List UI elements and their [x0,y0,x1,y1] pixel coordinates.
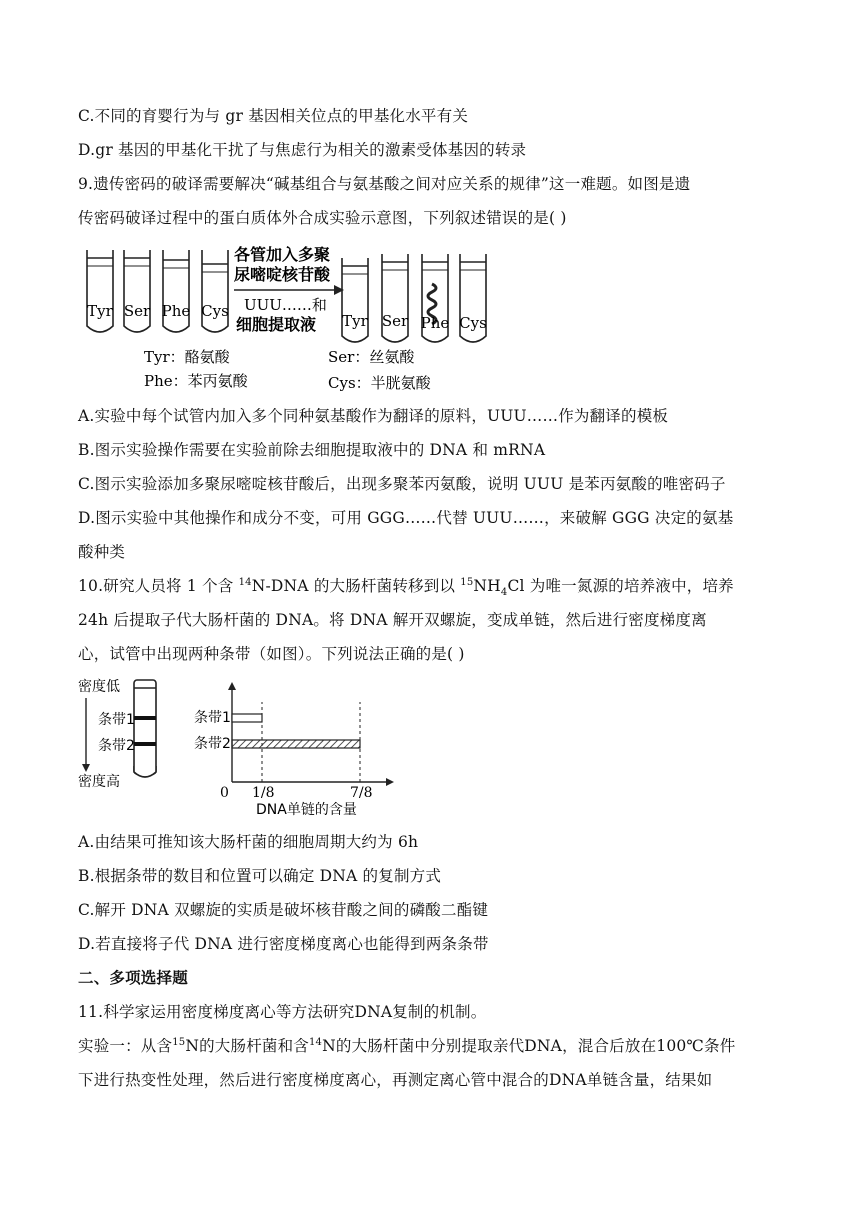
q9-option-d-line2: 酸种类 [78,543,126,561]
q9-figure [84,238,496,396]
tube-right-4-label: Cys [459,314,487,332]
q9-figure-svg [84,238,496,396]
legend-cys: Cys：半胱氨酸 [328,374,431,392]
q10-option-a: A.由结果可推知该大肠杆菌的细胞周期大约为 6h [78,833,419,851]
q9-option-a: A.实验中每个试管内加入多个同种氨基酸作为翻译的原料，UUU……作为翻译的模板 [78,407,669,425]
chart-band1-label: 条带1 [194,710,231,726]
q11-experiment-line2: 下进行热变性处理，然后进行密度梯度离心，再测定离心管中混合的DNA单链含量，结果如 [78,1071,713,1089]
q9-stem-line2: 传密码破译过程中的蛋白质体外合成实验示意图，下列叙述错误的是( ) [78,209,567,227]
q10-option-c: C.解开 DNA 双螺旋的实质是破坏核苷酸之间的磷酸二酯键 [78,901,489,919]
q10-figure-svg [76,676,396,818]
tube-right-2-label: Ser [381,312,409,330]
q10-option-b: B.根据条带的数目和位置可以确定 DNA 的复制方式 [78,867,442,885]
x-tick-1-8: 1/8 [252,785,275,801]
q10-figure [76,676,396,818]
x-origin-label: 0 [220,785,229,801]
centrifuge-tube [134,680,156,774]
q9-option-c: C.图示实验添加多聚尿嘧啶核苷酸后，出现多聚苯丙氨酸，说明 UUU 是苯丙氨酸的唯密码子 [78,475,726,493]
density-low-label: 密度低 [78,679,120,695]
legend-tyr: Tyr：酪氨酸 [144,348,230,366]
q11-stem: 11.科学家运用密度梯度离心等方法研究DNA复制的机制。 [78,1003,487,1021]
chart-band2-label: 条带2 [194,736,231,752]
tube-left-4-label: Cys [201,302,229,320]
density-high-label: 密度高 [78,774,120,790]
bar-band-2 [232,740,360,748]
q8-option-d: D.gr 基因的甲基化干扰了与焦虑行为相关的激素受体基因的转录 [78,141,527,159]
tube-right-3-label: Phe [420,314,450,332]
q9-stem-line1: 9.遗传密码的破译需要解决“碱基组合与氨基酸之间对应关系的规律”这一难题。如图是遗 [78,175,691,193]
tube-band-1 [134,716,156,720]
arrow-text-4: 细胞提取液 [236,315,317,334]
q11-experiment-line1: 实验一：从含$^{15}$N的大肠杆菌和含$^{14}$N的大肠杆菌中分别提取亲代DNA，混合后放在100℃条件 [78,1036,736,1055]
tube-left-3-label: Phe [161,302,191,320]
q10-option-d: D.若直接将子代 DNA 进行密度梯度离心也能得到两条条带 [78,935,489,953]
q8-option-c: C.不同的育婴行为与 gr 基因相关位点的甲基化水平有关 [78,107,469,125]
arrow-text-1: 各管加入多聚 [234,245,331,264]
x-tick-7-8: 7/8 [350,785,373,801]
arrow-text-2: 尿嘧啶核苷酸 [234,265,331,284]
x-axis-label: DNA单链的含量 [256,802,357,818]
tube-right-1-label: Tyr [342,312,368,330]
bar-band-1 [232,714,262,722]
tube-left-2-label: Ser [123,302,151,320]
legend-ser: Ser：丝氨酸 [328,348,415,366]
q10-stem-line2: 24h 后提取子代大肠杆菌的 DNA。将 DNA 解开双螺旋，变成单链，然后进行密度梯度离 [78,611,707,629]
tube-band1-label: 条带1 [98,712,135,728]
tube-left-1-label: Tyr [87,302,113,320]
tube-band-2 [134,742,156,746]
tube-band2-label: 条带2 [98,738,135,754]
q9-option-d-line1: D.图示实验中其他操作和成分不变，可用 GGG……代替 UUU……，来破解 GGG 决定的氨基 [78,509,734,527]
q10-stem-line3: 心，试管中出现两种条带（如图）。下列说法正确的是( ) [78,645,465,663]
q10-stem-line1: 10.研究人员将 1 个含 $^{14}$N-DNA 的大肠杆菌转移到以 $^{15}NH_4Cl$ 为唯一氮源的培养液中，培养 [78,576,734,599]
arrow-text-3: UUU……和 [244,296,327,314]
section-heading: 二、多项选择题 [78,968,188,987]
q9-option-b: B.图示实验操作需要在实验前除去细胞提取液中的 DNA 和 mRNA [78,441,546,459]
legend-phe: Phe：苯丙氨酸 [144,372,248,390]
